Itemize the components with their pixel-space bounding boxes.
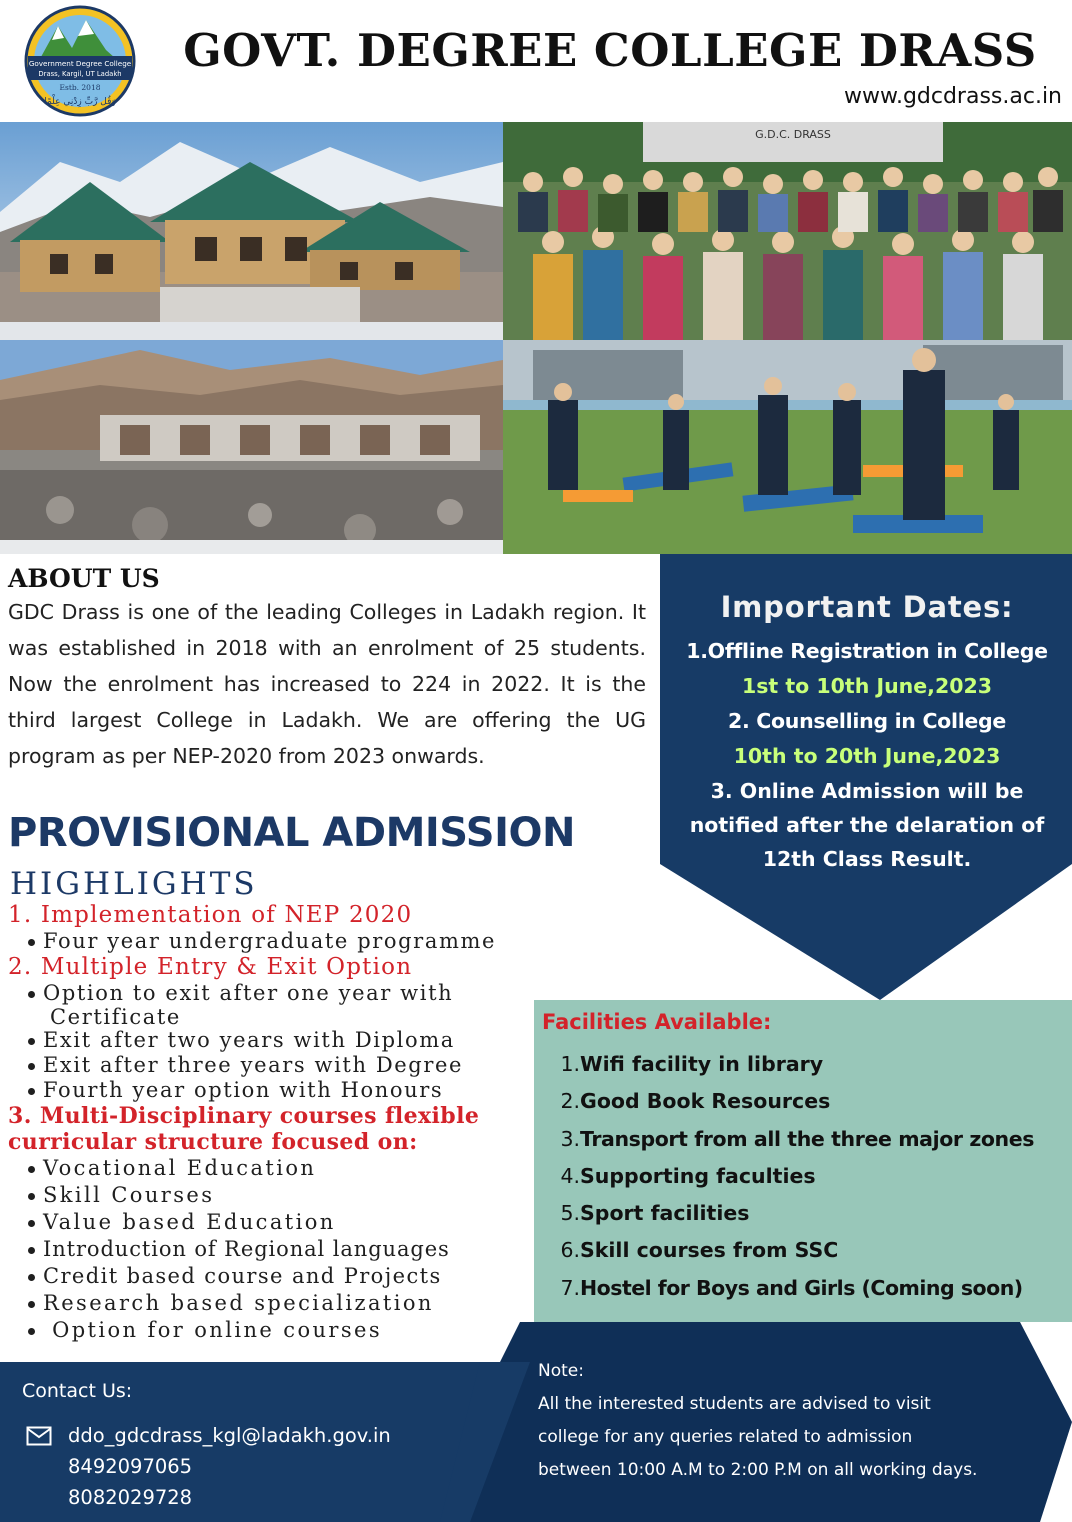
photo-student-group xyxy=(503,122,1072,340)
highlights-title: HIGHLIGHTS xyxy=(10,866,258,902)
list-item: 4.Supporting faculties xyxy=(560,1163,816,1188)
note-label: Note: xyxy=(538,1361,584,1381)
bullet-icon xyxy=(28,1038,35,1045)
list-item: Exit after two years with Diploma xyxy=(8,1028,548,1053)
list-item: Option to exit after one year with xyxy=(8,981,548,1006)
dates-item-3-line3: 12th Class Result. xyxy=(762,847,972,871)
bullet-icon xyxy=(28,991,35,998)
logo-text-line1: Government Degree College xyxy=(28,59,132,68)
list-item: 2.Good Book Resources xyxy=(560,1089,831,1114)
list-item: 5.Sport facilities xyxy=(560,1201,750,1226)
college-logo xyxy=(14,4,146,118)
list-item: Four year undergraduate programme xyxy=(8,929,548,954)
contact-section xyxy=(22,1380,391,1513)
list-item-continuation: Certificate xyxy=(50,1005,181,1029)
list-item: Credit based course and Projects xyxy=(8,1263,548,1290)
bullet-icon xyxy=(28,1247,35,1254)
bullet-icon xyxy=(28,1274,35,1281)
note-line-1: All the interested students are advised to visit xyxy=(538,1394,931,1414)
bullet-icon xyxy=(28,1166,35,1173)
logo-text-line2: Drass, Kargil, UT Ladakh xyxy=(38,70,122,78)
dates-item-3-line1: 3. Online Admission will be xyxy=(710,779,1024,803)
facilities-title: Facilities Available: xyxy=(542,1010,772,1034)
list-item: 1.Wifi facility in library xyxy=(560,1052,824,1076)
dates-heading: Important Dates: xyxy=(720,590,1014,624)
list-item: Fourth year option with Honours xyxy=(8,1078,548,1103)
highlight-1-heading: 1. Implementation of NEP 2020 xyxy=(8,902,413,928)
bullet-icon xyxy=(28,939,35,946)
note-line-3: between 10:00 A.M to 2:00 P.M on all working days. xyxy=(538,1460,978,1480)
photo-construction-site xyxy=(0,340,503,554)
highlights-list xyxy=(8,902,548,1344)
dates-item-1: 1.Offline Registration in College xyxy=(686,639,1048,663)
facilities-list xyxy=(558,1046,1034,1307)
contact-phone-1[interactable]: 8492097065 xyxy=(68,1455,193,1478)
note-section xyxy=(538,1355,1058,1487)
bullet-icon xyxy=(28,1088,35,1095)
list-item: Exit after three years with Degree xyxy=(8,1053,548,1078)
list-item: Research based specialization xyxy=(8,1290,548,1317)
list-item: 7.Hostel for Boys and Girls (Coming soon) xyxy=(560,1275,1023,1300)
important-dates xyxy=(662,590,1072,876)
bullet-icon xyxy=(28,1301,35,1308)
list-item: 3.Transport from all the three major zones xyxy=(560,1126,1035,1151)
highlight-3-heading-line1: 3. Multi-Disciplinary courses flexible xyxy=(8,1103,480,1129)
provisional-admission-title: PROVISIONAL ADMISSION xyxy=(8,810,575,856)
about-body: GDC Drass is one of the leading Colleges in Ladakh region. It was established in 2018 with an enrolment of 25 students. Now the enrolment has increased to 224 in 2022. It is the third largest College in Ladakh. We are offering the UG program as per NEP-2020 from 2023 onwards. xyxy=(8,600,646,768)
website-url[interactable]: www.gdcdrass.ac.in xyxy=(843,84,1062,109)
bullet-icon xyxy=(28,1220,35,1227)
note-line-2: college for any queries related to admission xyxy=(538,1427,913,1447)
page-title: GOVT. DEGREE COLLEGE DRASS xyxy=(183,24,1037,77)
dates-item-3-line2: notified after the delaration of xyxy=(689,813,1045,837)
list-item: Skill Courses xyxy=(8,1182,548,1209)
list-item: Value based Education xyxy=(8,1209,548,1236)
list-item: Vocational Education xyxy=(8,1155,548,1182)
highlight-3-heading-line2: curricular structure focused on: xyxy=(8,1129,418,1155)
dates-item-2-date: 10th to 20th June,2023 xyxy=(733,744,1001,768)
list-item: Option for online courses xyxy=(8,1317,548,1344)
contact-email-row xyxy=(22,1420,391,1451)
bullet-icon xyxy=(28,1063,35,1070)
photo-yoga-session xyxy=(503,340,1072,554)
about-heading: ABOUT US xyxy=(8,564,160,593)
list-item: 6.Skill courses from SSC xyxy=(560,1238,839,1263)
contact-heading: Contact Us: xyxy=(22,1380,133,1402)
dates-item-1-date: 1st to 10th June,2023 xyxy=(741,674,993,698)
bullet-icon xyxy=(28,1193,35,1200)
mail-icon xyxy=(26,1426,52,1446)
dates-item-2: 2. Counselling in College xyxy=(727,709,1007,733)
logo-motto: وَقُل رَّبِّ زِدْنِي عِلْمًا xyxy=(44,97,116,107)
logo-estb: Estb. 2018 xyxy=(59,83,101,92)
list-item: Introduction of Regional languages xyxy=(8,1236,548,1263)
photo-college-building xyxy=(0,122,503,340)
contact-phone-2[interactable]: 8082029728 xyxy=(68,1486,193,1509)
bus-sign-text: G.D.C. DRASS xyxy=(755,128,831,141)
facilities-panel xyxy=(534,1000,1072,1322)
highlight-2-heading: 2. Multiple Entry & Exit Option xyxy=(8,954,413,980)
contact-email[interactable]: ddo_gdcdrass_kgl@ladakh.gov.in xyxy=(68,1424,391,1447)
